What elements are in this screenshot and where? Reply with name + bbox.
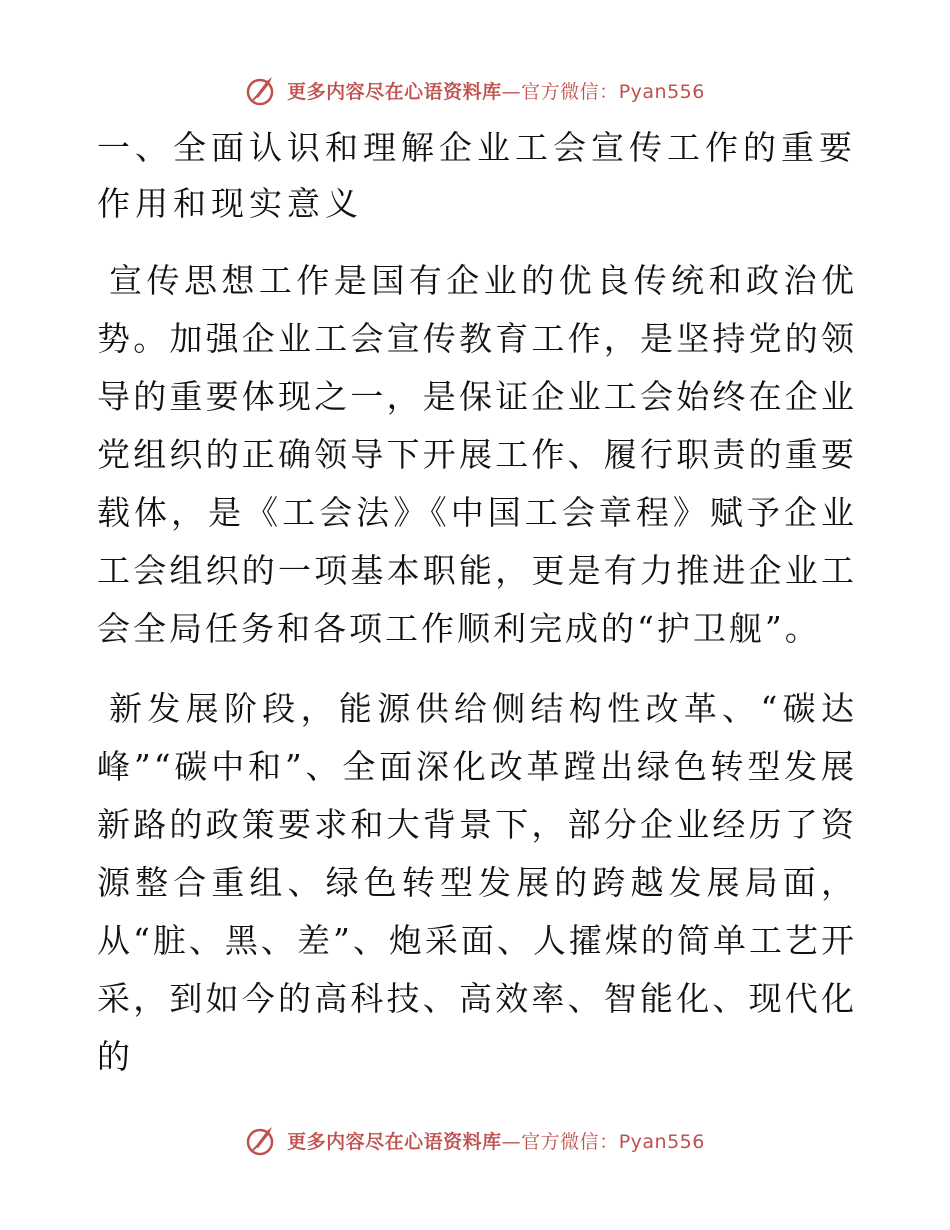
quill-logo-icon — [245, 73, 279, 107]
watermark-text — [287, 77, 705, 104]
document-body — [97, 120, 857, 1108]
footer-watermark-banner — [0, 1120, 950, 1160]
watermark-id: Pyan556 — [618, 80, 705, 103]
paragraph: 宣传思想工作是国有企业的优良传统和政治优势。加强企业工会宣传教育工作，是坚持党的领导的重要体现之一，是保证企业工会始终在企业党组织的正确领导下开展工作、履行职责的重要载体，是《工会法》《中国工会章程》赋予企业工会组织的一项基本职能，更是有力推进企业工会全局任务和各项工作顺利完成的“护卫舰”。 — [97, 261, 857, 648]
watermark-id-label: 官方微信： — [521, 80, 619, 103]
watermark-text — [287, 1127, 705, 1154]
watermark-id: Pyan556 — [618, 1130, 705, 1153]
watermark-name: 更多内容尽在心语资料库 — [287, 1130, 502, 1153]
watermark-name: 更多内容尽在心语资料库 — [287, 80, 502, 103]
watermark-separator: — — [501, 1130, 522, 1153]
header-watermark-banner — [0, 70, 950, 110]
paragraph: 新发展阶段，能源供给侧结构性改革、“碳达峰”“碳中和”、全面深化改革蹚出绿色转型发展新路的政策要求和大背景下，部分企业经历了资源整合重组、绿色转型发展的跨越发展局面，从“脏、黑、差”、炮采面、人攉煤的简单工艺开采，到如今的高科技、高效率、智能化、现代化的 — [97, 689, 857, 1076]
watermark-separator: — — [501, 80, 522, 103]
section-heading: 一、全面认识和理解企业工会宣传工作的重要作用和现实意义 — [97, 128, 857, 223]
quill-logo-icon — [245, 1123, 279, 1157]
watermark-id-label: 官方微信： — [521, 1130, 619, 1153]
